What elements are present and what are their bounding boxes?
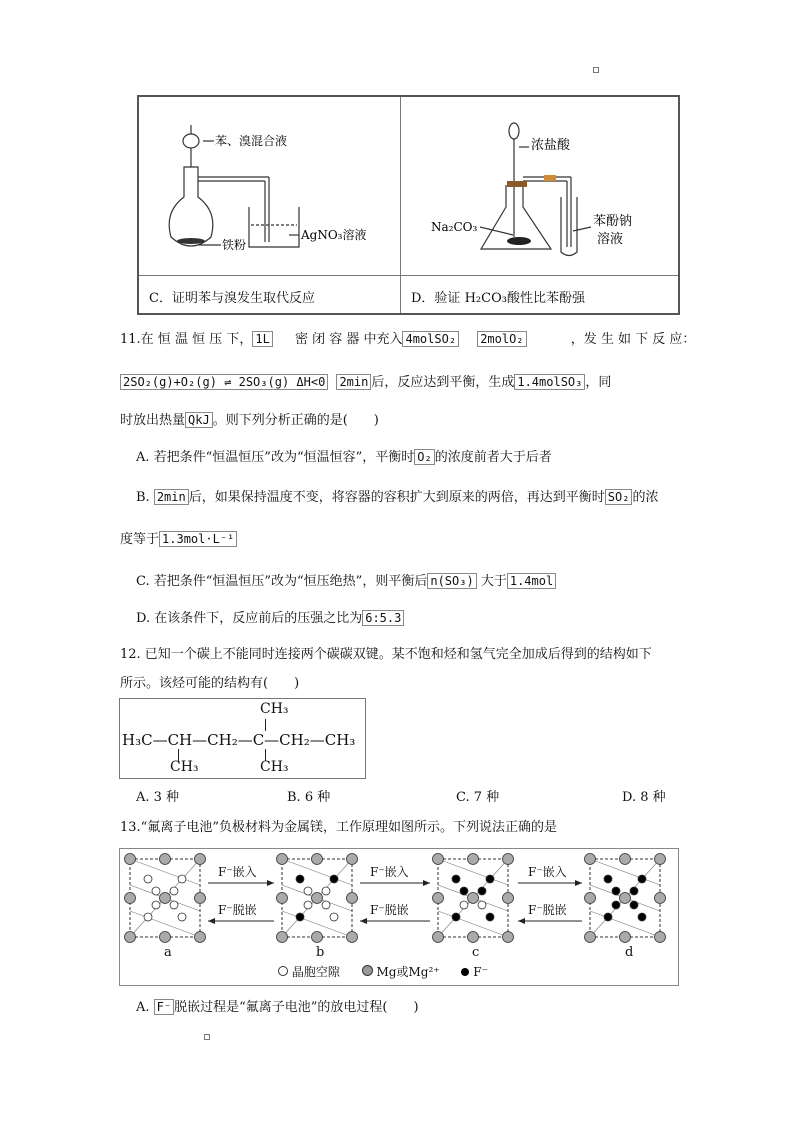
co2-phenol-apparatus-diagram: [401, 97, 679, 273]
cell-label-a: a: [164, 945, 172, 960]
crystal-cell: [585, 854, 666, 943]
crystal-cell: [277, 854, 358, 943]
arrow-head: [518, 918, 525, 924]
arrow-head: [208, 918, 215, 924]
arrow-head: [267, 880, 274, 886]
box-conc-b: 1.3mol·L⁻¹: [159, 531, 237, 547]
q11-option-b: B. 2min 后，如果保持温度不变，将容器的容积扩大到原来的两倍，再达到平衡时 SO₂ 的浓: [136, 490, 659, 505]
box-ratio-d: 6:5.3: [362, 610, 404, 626]
embed-label-2: F⁻嵌入: [370, 865, 409, 879]
bromination-apparatus-diagram: [139, 97, 399, 273]
q11-line3: 时放出热量 QkJ 。则下列分析正确的是( ): [120, 413, 379, 428]
q12-option-b: B. 6 种: [287, 790, 331, 805]
box-so2: 4molSO₂: [402, 331, 459, 347]
label-fe: 铁粉: [222, 238, 247, 252]
page-mark: [204, 1034, 210, 1040]
deembed-label-3: F⁻脱嵌: [528, 903, 567, 917]
q11-line2: 2SO₂(g)+O₂(g) ⇌ 2SO₃(g) ΔH<0 2min 后，反应达到平衡，生成 1.4molSO₃ ，同: [120, 373, 611, 393]
q12-option-d: D. 8 种: [622, 790, 666, 805]
crystal-cell: [125, 854, 206, 943]
q11-option-c: C. 若把条件“恒温恒压”改为“恒压绝热”，则平衡后 n(SO₃) 大于 1.4mol: [136, 572, 556, 592]
structure-bottom-ch3-1: CH₃: [170, 759, 199, 775]
q11-option-b-line2: 度等于 1.3mol·L⁻¹: [120, 530, 237, 550]
box-nso3-c: n(SO₃): [427, 573, 476, 589]
cell-label-d: d: [625, 945, 634, 960]
box-f-a: F⁻: [154, 999, 174, 1015]
q12-option-a: A. 3 种: [136, 790, 180, 805]
box-time-b: 2min: [154, 489, 189, 505]
box-o2: 2molO₂: [477, 331, 526, 347]
box-o2-a: O₂: [414, 449, 434, 465]
arrow-head: [423, 880, 430, 886]
legend: 晶胞空隙 Mg或Mg²⁺ F⁻: [278, 963, 488, 980]
q13-line1: 13.“氟离子电池”负极材料为金属镁，工作原理如图所示。下列说法正确的是: [120, 820, 557, 835]
fluoride-battery-diagram: [119, 848, 679, 986]
structure-formula-box: [119, 698, 366, 779]
apparatus-table: [137, 95, 680, 315]
page-mark: [593, 67, 599, 73]
box-mol-c: 1.4mol: [507, 573, 556, 589]
embed-label-3: F⁻嵌入: [528, 865, 567, 879]
q12-option-c: C. 7 种: [456, 790, 500, 805]
structure-top-ch3: CH₃: [260, 701, 289, 717]
cell-label-b: b: [316, 945, 325, 960]
box-volume: 1L: [252, 331, 272, 347]
q11-line1: 11.在 恒 温 恒 压 下， 1L 密 闭 容 器 中充入 4molSO₂ 2molO₂ ，发 生 如 下 反 应：: [120, 332, 696, 347]
box-q: QkJ: [185, 412, 213, 428]
label-na2co3: Na₂CO₃: [431, 220, 478, 234]
box-time: 2min: [336, 374, 371, 390]
box-so3: 1.4molSO₃: [514, 374, 585, 390]
deembed-label-2: F⁻脱嵌: [370, 903, 409, 917]
cell-label-c: c: [472, 945, 480, 960]
arrow-head: [360, 918, 367, 924]
label-phenolate-2: 溶液: [597, 232, 624, 247]
legend-f-icon: [461, 968, 469, 976]
box-so2-b: SO₂: [605, 489, 633, 505]
embed-label-1: F⁻嵌入: [218, 865, 257, 879]
label-agno3: AgNO₃溶液: [301, 228, 367, 242]
label-hcl: 浓盐酸: [531, 138, 571, 153]
caption-d: D．验证 H₂CO₃酸性比苯酚强: [411, 291, 585, 306]
legend-mg-icon: [362, 965, 373, 976]
structure-main-chain: H₃C—CH—CH₂—C—CH₂—CH₃: [122, 731, 356, 749]
q11-option-a: A. 若把条件“恒温恒压”改为“恒温恒容”，平衡时 O₂ 的浓度前者大于后者: [136, 450, 552, 465]
crystal-cell: [433, 854, 514, 943]
legend-vacancy-icon: [278, 966, 288, 976]
q11-option-d: D. 在该条件下，反应前后的压强之比为 6:5.3: [136, 609, 404, 629]
q12-line1: 12. 已知一个碳上不能同时连接两个碳碳双键。某不饱和烃和氢气完全加成后得到的结构如下: [120, 647, 652, 662]
label-funnel: 苯、溴混合液: [215, 134, 288, 148]
q12-line2: 所示。该烃可能的结构有( ): [120, 676, 300, 691]
q13-option-a: A. F⁻ 脱嵌过程是“氟离子电池”的放电过程( ): [136, 1000, 419, 1015]
label-phenolate-1: 苯酚钠: [593, 214, 633, 229]
box-equation: 2SO₂(g)+O₂(g) ⇌ 2SO₃(g) ΔH<0: [120, 374, 328, 390]
deembed-label-1: F⁻脱嵌: [218, 903, 257, 917]
structure-bottom-ch3-2: CH₃: [260, 759, 289, 775]
caption-c: C．证明苯与溴发生取代反应: [149, 291, 315, 306]
arrow-head: [575, 880, 582, 886]
